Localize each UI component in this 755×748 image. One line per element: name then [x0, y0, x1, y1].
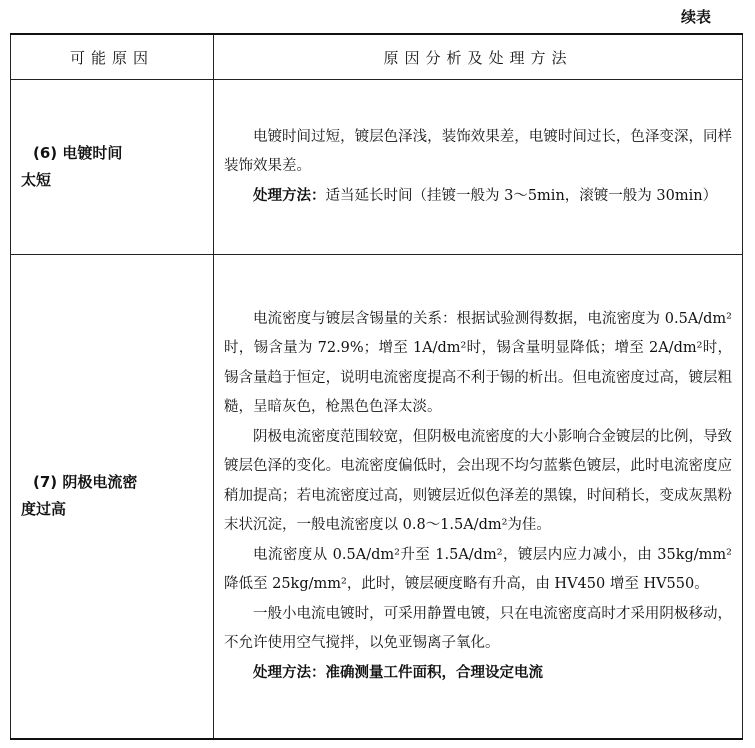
cause-label-line2: 度过高: [21, 500, 67, 519]
analysis-paragraph: 一般小电流电镀时，可采用静置电镀，只在电流密度高时才采用阴极移动，不允许使用空气搅拌，以免亚锡离子氧化。: [224, 605, 732, 651]
analysis-cell: [214, 255, 743, 739]
table-row: [11, 80, 743, 255]
analysis-paragraph: 电镀时间过短，镀层色泽浅，装饰效果差，电镀时间过长，色泽变深，同样装饰效果差。: [224, 128, 732, 175]
analysis-cell: [214, 80, 743, 255]
cause-label-line2: 太短: [21, 171, 52, 189]
header-analysis-and-treatment: 原因分析及处理方法: [214, 34, 743, 80]
analysis-paragraph: 电流密度从 0.5A/dm²升至 1.5A/dm²，镀层内应力减小，由 35kg/mm²降低至 25kg/mm²，此时，镀层硬度略有升高，由 HV450 增至 HV550。: [224, 546, 732, 592]
table-row: [11, 255, 743, 739]
analysis-paragraph: 电流密度与镀层含锡量的关系：根据试验测得数据，电流密度为 0.5A/dm²时，锡含量为 72.9%；增至 1A/dm²时，锡含量明显降低；增至 2A/dm²时，锡含量趋于恒定，说明电流密度提高不利于锡的析出。但电流密度过高，镀层粗糙，呈暗灰色，枪黑色色泽太淡。: [224, 310, 732, 415]
cause-cell: [11, 255, 214, 739]
continued-label: 续表: [680, 8, 711, 26]
treatment-lead: 处理方法：: [253, 664, 326, 681]
causes-table: [10, 33, 743, 740]
header-possible-cause: 可能原因: [11, 34, 214, 80]
cause-label-line1: (6) 电镀时间: [33, 144, 123, 162]
analysis-paragraph: 阴极电流密度范围较宽，但阴极电流密度的大小影响合金镀层的比例，导致镀层色泽的变化。电流密度偏低时，会出现不均匀蓝紫色镀层，此时电流密度应稍加提高；若电流密度过高，则镀层近似色泽差的黑镍，时间稍长，变成灰黑粉末状沉淀，一般电流密度以 0.8～1.5A/dm²为佳。: [224, 428, 732, 533]
treatment-paragraph: 处理方法：准确测量工件面积，合理设定电流: [253, 664, 543, 681]
cause-label-line1: (7) 阴极电流密: [33, 473, 138, 492]
treatment-paragraph: 处理方法：适当延长时间（挂镀一般为 3～5min，滚镀一般为 30min）: [253, 187, 718, 204]
cause-cell: [11, 80, 214, 255]
treatment-lead: 处理方法：: [253, 187, 326, 204]
table-header-row: [11, 34, 743, 80]
